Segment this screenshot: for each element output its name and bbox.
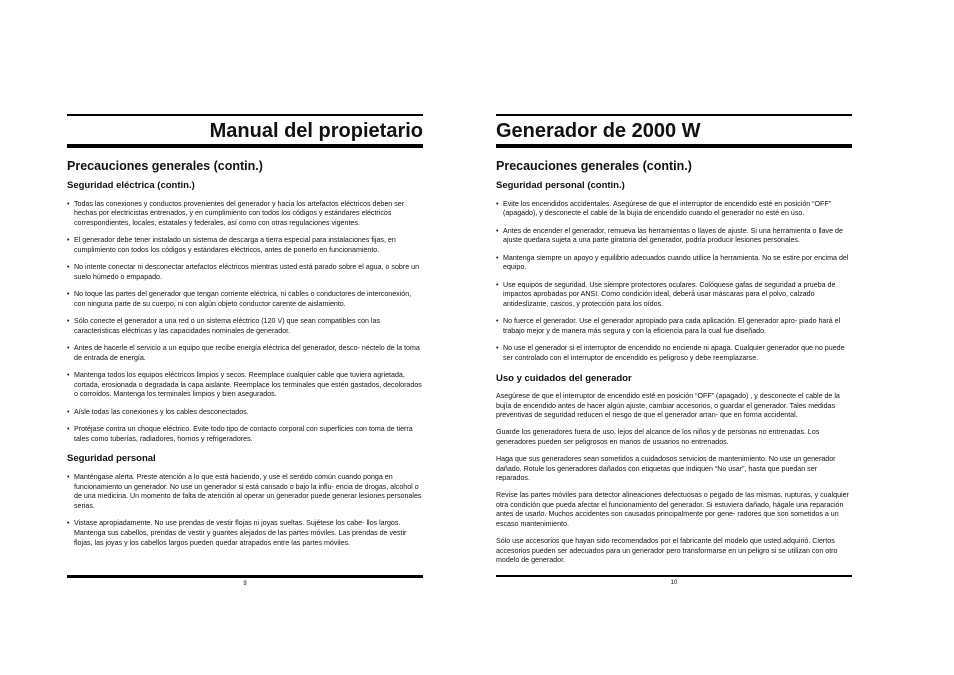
title-underline xyxy=(67,144,423,148)
page-number: 9 xyxy=(243,581,247,587)
paragraph-list xyxy=(496,392,852,566)
bullet-item xyxy=(496,317,852,336)
page-title: Generador de 2000 W xyxy=(496,120,701,142)
right-footer xyxy=(496,575,852,586)
left-page xyxy=(67,114,423,548)
subsection-heading: Seguridad personal xyxy=(67,453,156,465)
subsection-heading: Uso y cuidados del generador xyxy=(496,372,632,384)
bullet-item xyxy=(67,408,423,418)
bullet-item xyxy=(496,344,852,363)
bullet-text: No toque las partes del generador que tengan corriente eléctrica, ni cables o conductores de interconexión, con ninguna parte de su cuerpo, ni con algún objeto conductor carente de aislamiento. xyxy=(74,290,412,308)
bullet-item xyxy=(496,254,852,273)
bullet-marker: • xyxy=(67,407,70,416)
bullet-text: Sólo conecte el generador a una red o un sistema eléctrico (120 V) que sean compatibles con las características eléctricas y las capacidades nominales de generador. xyxy=(74,317,381,335)
bullet-item xyxy=(67,425,423,444)
bullet-marker: • xyxy=(67,290,70,299)
bullet-item xyxy=(67,200,423,229)
bullet-marker: • xyxy=(67,371,70,380)
bullet-text: Manténgase alerta. Preste atención a lo que está haciendo, y use el sentido común cuando ponga en funcionamiento un generador. No use un generador si está cansado o bajo la influ- encia de drogas, alcohol o de una medicina. Un momento de falta de atención al operar un generador puede generar lesiones personales serias. xyxy=(74,473,422,511)
bullet-item xyxy=(67,236,423,255)
bullet-text: Antes de encender el generador, remueva las herramientas o llaves de ajuste. Si una herramienta o llave de ajuste quedara sujeta a una parte giratoria del generador, podría producir lesiones personales. xyxy=(503,226,843,245)
bullet-item xyxy=(67,317,423,336)
bullet-item xyxy=(496,200,852,219)
bullet-text: Todas las conexiones y conductos provenientes del generador y hacia los artefactos eléctricos deben ser hechas por electricistas entrenados, y en cumplimiento con todos los códigos y estándares eléctricos correspondientes, locales, estatales y federales, así como con otras regulaciones vigentes. xyxy=(74,199,405,227)
bullet-marker: • xyxy=(67,236,70,245)
bullet-text: Protéjase contra un choque eléctrico. Evite todo tipo de contacto corporal con superficies con toma de tierra tales como tuberías, radiadores, hornos y refrigeradores. xyxy=(74,425,413,443)
bullet-item xyxy=(67,371,423,400)
bullet-text: No fuerce el generador. Use el generador apropiado para cada aplicación. El generador apro- piado hará el trabajo mejor y de manera más segura y con la eficiencia para la cual fue diseñado. xyxy=(503,317,841,335)
bullet-marker: • xyxy=(496,253,499,262)
bullet-marker: • xyxy=(496,344,499,353)
subsection-heading: Seguridad personal (contin.) xyxy=(496,180,625,191)
title-underline xyxy=(496,144,852,148)
subsection-heading: Seguridad eléctrica (contin.) xyxy=(67,180,195,191)
bullet-marker: • xyxy=(496,317,499,326)
bullet-marker: • xyxy=(67,519,70,528)
footer-rule xyxy=(496,575,852,577)
bullet-text: Mantenga todos los equipos eléctricos limpios y secos. Reemplace cualquier cable que tuviera agrietada, cortada, erosionada o degradada la capa aislante. Reemplace los terminales que estén gastados, decolorados o corroídos. Mantenga los terminales limpios y bien asegurados. xyxy=(74,371,422,399)
bullet-marker: • xyxy=(67,317,70,326)
bullet-item xyxy=(67,263,423,282)
bullet-item xyxy=(67,344,423,363)
left-footer xyxy=(67,575,423,587)
bullet-list xyxy=(67,473,423,548)
bullet-marker: • xyxy=(496,199,499,208)
bullet-list xyxy=(496,200,852,364)
bullet-marker: • xyxy=(67,263,70,272)
bullet-text: Antes de hacerle el servicio a un equipo que recibe energía eléctrica del generador, desco- néctelo de la toma de entrada de energía. xyxy=(74,344,420,362)
bullet-text: Use equipos de seguridad. Use siempre protectores oculares. Colóquese gafas de seguridad a prueba de impactos aprobadas por ANSI. Como condición ideal, deberá usar máscaras para el polvo, calzado antideslizante, cascos, y protección para los oídos. xyxy=(503,280,836,308)
bullet-text: No use el generador si el interruptor de encendido no enciende ni apaga. Cualquier generador que no puede ser controlado con el interruptor de encendido es peligroso y debe reemplazarse. xyxy=(503,344,845,362)
bullet-item xyxy=(67,290,423,309)
footer-rule xyxy=(67,575,423,578)
bullet-item xyxy=(67,473,423,511)
header-rule xyxy=(496,114,852,116)
page-title: Manual del propietario xyxy=(209,120,423,142)
bullet-text: Aísle todas las conexiones y los cables desconectados. xyxy=(74,407,249,416)
header-rule xyxy=(67,114,423,116)
bullet-item xyxy=(496,227,852,246)
section-heading: Precauciones generales (contin.) xyxy=(496,159,692,173)
bullet-text: No intente conectar ni desconectar artefactos eléctricos mientras usted está parado sobre el agua, o sobre un suelo húmedo o empapado. xyxy=(74,263,420,281)
bullet-list xyxy=(67,200,423,445)
body-paragraph: Haga que sus generadores sean sometidos a cuidadosos servicios de mantenimiento. No use un generador dañado. Rotule los generadores dañados con etiquetas que indiquen “No usar”, hasta que puedan ser reparados. xyxy=(496,454,836,483)
bullet-text: Vistase apropiadamente. No use prendas de vestir flojas ni joyas sueltas. Sujétese los cabe- llos largos. Mantenga sus cabellos, prendas de vestir y guantes alejados de las partes móviles. Las prendas de vestir flojas, las joyas y los cabellos largos pueden quedar atrapados entre las partes móviles. xyxy=(74,519,407,547)
body-paragraph: Sólo use accesorios que hayan sido recomendados por el fabricante del modelo que usted adquirió. Ciertos accesorios pueden ser adecuados para un generador pero transformarse en un peligro si se utilizan con otro modelo de generador. xyxy=(496,537,838,565)
bullet-text: Evite los encendidos accidentales. Asegúrese de que el interruptor de encendido esté en posición “OFF” (apagado), y desconecte el cable de la bujía de encendido cuando el generador no esté en uso. xyxy=(503,199,832,218)
page-number: 10 xyxy=(670,580,678,586)
body-paragraph: Guarde los generadores fuera de uso, lejos del alcance de los niños y de personas no entrenadas. Los generadores pueden ser peligrosos en manos de usuarios no entrenados. xyxy=(496,428,820,446)
bullet-text: Mantenga siempre un apoyo y equilibrio adecuados cuando utilice la herramienta. No se estire por encima del equipo. xyxy=(503,253,849,272)
bullet-marker: • xyxy=(67,199,70,208)
body-paragraph: Revise las partes móviles para detector alineaciones defectuosas o pegado de las mismas, rupturas, y cualquier otra condición que pueda afectar el funcionamiento del generador. Si estuviera dañado, hágale una reparación antes de usarlo. Muchos accidentes son causados principalmente por gene- radores que son sometidos a un escaso mantenimiento. xyxy=(496,491,849,529)
section-heading: Precauciones generales (contin.) xyxy=(67,159,263,173)
bullet-marker: • xyxy=(67,344,70,353)
right-page xyxy=(496,114,852,566)
bullet-marker: • xyxy=(496,280,499,289)
body-paragraph: Asegúrese de que el interruptor de encendido esté en posición “OFF” (apagado) , y desconecte el cable de la bujía de encendido antes de hacer algún ajuste, cambiar accesorios, o guardar el generador. Tales medidas preventivas de seguridad reducen el riesgo de que el generador arran- que en forma accidental. xyxy=(496,392,840,420)
bullet-text: El generador debe tener instalado un sistema de descarga a tierra especial para instalaciones fijas, en cumplimiento con todos los códigos y estándares eléctricos, antes de ponerlo en funcionamiento. xyxy=(74,236,396,254)
bullet-item xyxy=(496,281,852,310)
bullet-item xyxy=(67,519,423,548)
bullet-marker: • xyxy=(67,473,70,482)
bullet-marker: • xyxy=(496,226,499,235)
bullet-marker: • xyxy=(67,425,70,434)
